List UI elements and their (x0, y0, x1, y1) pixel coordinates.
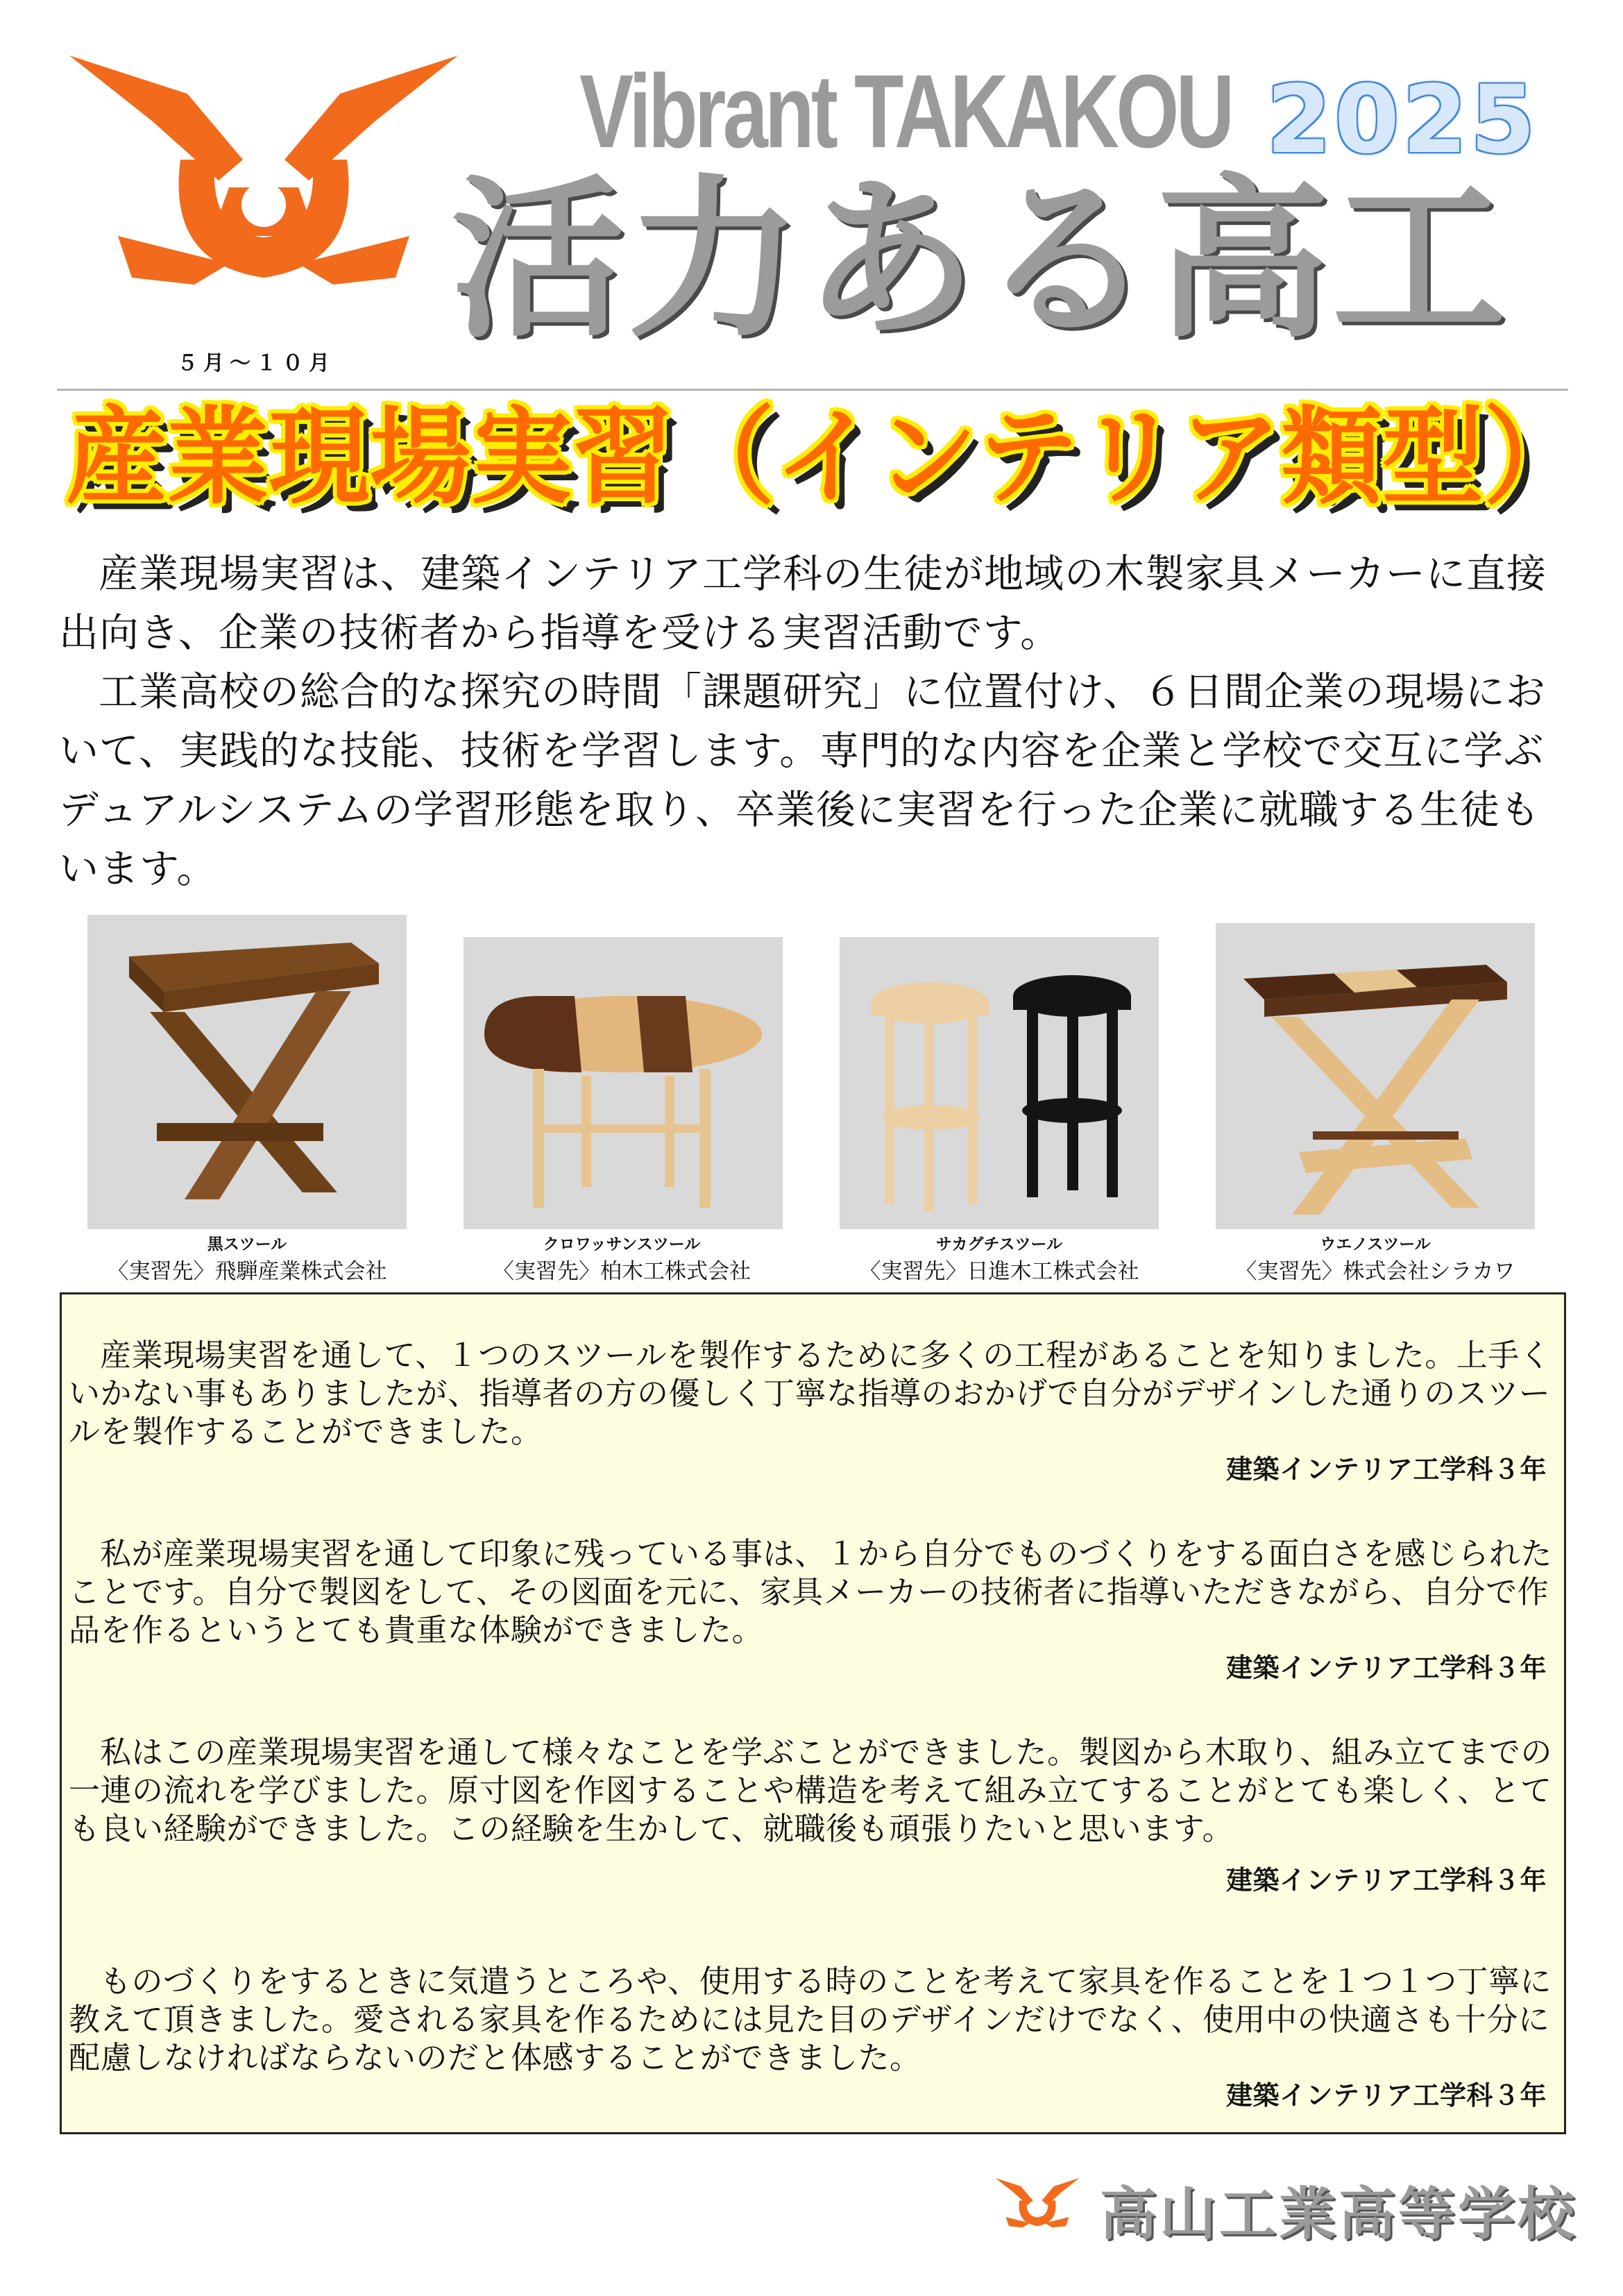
brand-name: Vibrant TAKAKOU (579, 53, 1232, 169)
comment-author: 建築インテリア工学科３年 (1225, 1653, 1547, 1683)
comment-text: 産業現場実習を通して、１つのスツールを製作するために多くの工程があることを知りました。上手くいかない事もありましたが、指導者の方の優しく丁寧な指導のおかげで自分がデザインした通りのスツールを製作することができました。 (69, 1337, 1552, 1450)
comment-text: 私が産業現場実習を通して印象に残っている事は、１から自分でものづくりをする面白さを感じられたことです。自分で製図をして、その図面を元に、家具メーカーの技術者に指導いただきながら、自分で作品を作るというとても貴重な体験ができました。 (69, 1535, 1553, 1648)
photo-ueno-stool (1216, 923, 1535, 1229)
headline: 活力ある高工 (451, 159, 1509, 361)
comment-author: 建築インテリア工学科３年 (1225, 1865, 1547, 1896)
comment-block (69, 1733, 1561, 1900)
comment-author: 建築インテリア工学科３年 (1225, 2080, 1547, 2111)
school-logo (69, 56, 458, 312)
intro-paragraph-1: 産業現場実習は、建築インテリア工学科の生徒が地域の木製家具メーカーに直接出向き、企業の技術者から指導を受ける実習活動です。 (59, 551, 1547, 656)
comment-block (69, 1336, 1561, 1489)
photo-caption-name: クロワッサンスツール (543, 1235, 701, 1253)
comment-text: ものづくりをするときに気遣うところや、使用する時のことを考えて家具を作ることを１つ１つ丁寧に教えて頂きました。愛される家具を作るためには見た目のデザインだけでなく、使用中の快適さも十分に配慮しなければならないのだと体感することができました。 (69, 1963, 1552, 2076)
comment-block (69, 1962, 1561, 2115)
page-title: 産業現場実習（インテリア類型） (66, 396, 1585, 518)
photo-caption-name: サカグチスツール (935, 1235, 1063, 1253)
school-logo-small (989, 2178, 1086, 2234)
student-comments-box (60, 1292, 1566, 2134)
header-divider (57, 389, 1568, 391)
comment-block (69, 1535, 1561, 1687)
intro-text (59, 545, 1572, 899)
photo-caption-name: ウエノスツール (1320, 1235, 1431, 1253)
comment-author: 建築インテリア工学科３年 (1225, 1454, 1547, 1485)
comment-text: 私はこの産業現場実習を通して様々なことを学ぶことができました。製図から木取り、組み立てまでの一連の流れを学びました。原寸図を作図することや構造を考えて組み立てすることがとても楽しく、とても良い経験ができました。この経験を生かして、就職後も頑張りたいと思います。 (69, 1734, 1553, 1847)
photo-caption-company: 〈実習先〉柏木工株式会社 (493, 1259, 751, 1284)
photo-caption-company: 〈実習先〉日進木工株式会社 (859, 1259, 1139, 1284)
intro-paragraph-2: 工業高校の総合的な探究の時間「課題研究」に位置付け、６日間企業の現場において、実践的な技能、技術を学習します。専門的な内容を企業と学校で交互に学ぶデュアルシステムの学習形態を取り、卒業後に実習を行った企業に就職する生徒もいます。 (59, 669, 1546, 892)
photo-caption-name: 黒スツール (207, 1235, 287, 1253)
school-name: 高山工業高等学校 (1100, 2181, 1578, 2247)
photo-croissant-stool (464, 937, 783, 1229)
year-label: 2025 (1266, 65, 1538, 174)
photo-caption-company: 〈実習先〉株式会社シラカワ (1235, 1259, 1515, 1284)
period-label: ５月～１０月 (177, 351, 335, 375)
photo-sakaguchi-stool (840, 937, 1159, 1229)
photo-caption-company: 〈実習先〉飛騨産業株式会社 (107, 1259, 387, 1284)
photo-black-stool (87, 915, 407, 1229)
